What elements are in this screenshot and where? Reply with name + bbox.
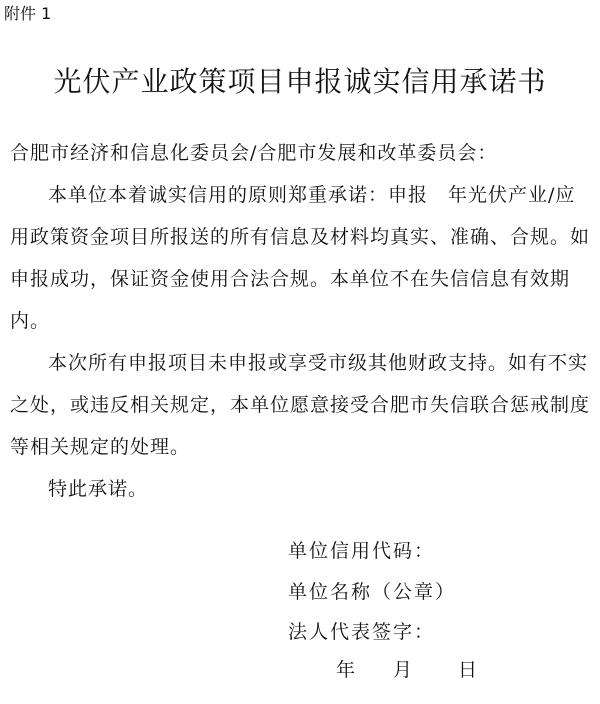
date-month: 月	[393, 659, 413, 681]
addressee: 合肥市经济和信息化委员会/合肥市发展和改革委员会：	[10, 142, 498, 164]
unit-name-label: 单位名称（公章）	[288, 581, 457, 603]
paragraph-no-other-support: 本次所有申报项目未申报或享受市级其他财政支持。如有不实之处，或违反相关规定，本单位愿意接受合肥市失信联合惩戒制度等相关规定的处理。	[10, 352, 591, 458]
document-body	[10, 132, 590, 510]
document-title: 光伏产业政策项目申报诚实信用承诺书	[53, 65, 547, 98]
credit-code-label: 单位信用代码：	[288, 540, 436, 562]
paragraph-closing: 特此承诺。	[48, 478, 149, 500]
date-day: 日	[458, 659, 478, 681]
date-year: 年	[336, 659, 356, 681]
legal-rep-signature-label: 法人代表签字：	[288, 621, 436, 643]
attachment-label: 附件 1	[4, 4, 52, 23]
paragraph-commitment: 本单位本着诚实信用的原则郑重承诺：申报 年光伏产业/应用政策资金项目所报送的所有信息及材料均真实、准确、合规。如申报成功，保证资金使用合法合规。本单位不在失信信息有效期内。	[10, 184, 591, 332]
